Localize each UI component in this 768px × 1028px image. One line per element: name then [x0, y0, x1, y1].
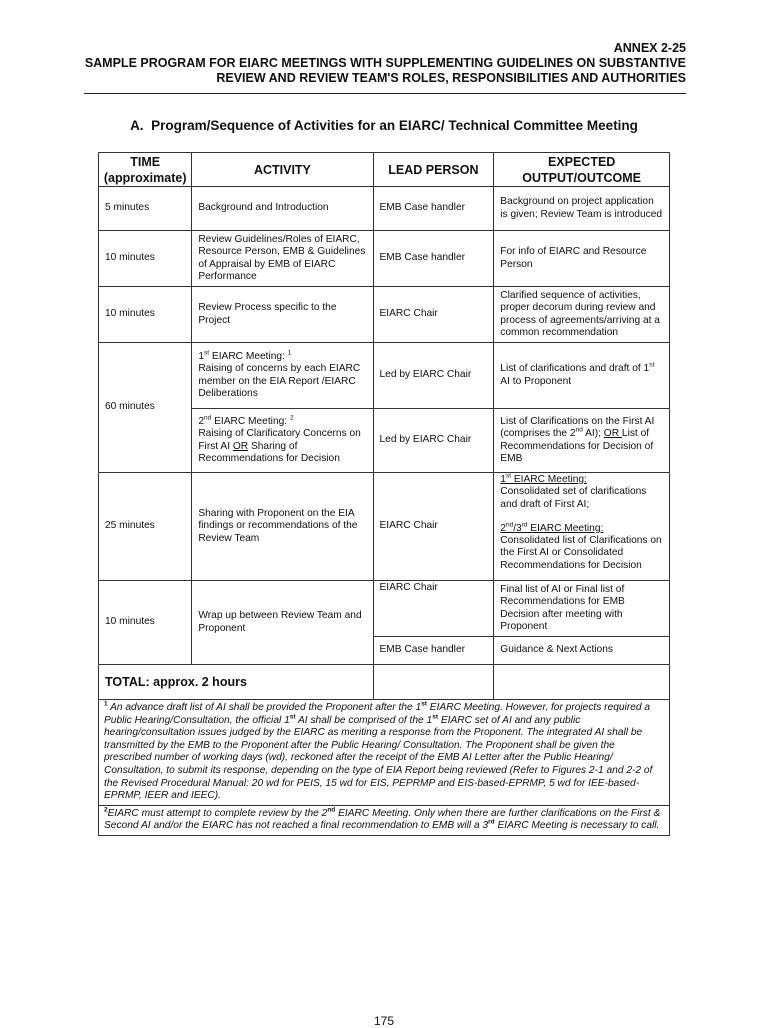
header-lead-person: LEAD PERSON	[373, 153, 494, 187]
time-cell: 10 minutes	[99, 287, 192, 343]
lead-cell: EMB Case handler	[373, 231, 494, 287]
lead-cell: EIARC Chair	[373, 581, 494, 637]
lead-cell: Led by EIARC Chair	[373, 343, 494, 409]
activity-cell: Sharing with Proponent on the EIA findings or recommendations of the Review Team	[192, 473, 373, 581]
empty-cell	[373, 665, 494, 700]
lead-cell: EIARC Chair	[373, 287, 494, 343]
activity-cell: Review Process specific to the Project	[192, 287, 373, 343]
empty-cell	[494, 665, 670, 700]
time-cell: 5 minutes	[99, 187, 192, 231]
output-cell: 1st EIARC Meeting: Consolidated set of clarifications and draft of First AI; 2nd/3rd EIARC Meeting: Consolidated list of Clarifications on the First AI or Consolidated Recommendations for Decision	[494, 473, 670, 581]
footnote-1: $^1$ An advance draft list of AI shall be provided the Proponent after the 1st EIARC Meeting. However, for projects required a Public Hearing/Consultation, the official 1st AI shall be comprised of the 1st EIARC set of AI and any public hearing/consultation issues judged by the EIARC as meriting a response from the Proponent. The integrated AI shall be transmitted by the EMB to the Proponent after the Public Hearing/ Consultation. The Proponent shall be given the prescribed number of working days (wd), reckoned after the receipt of the EMB AI Letter after the Public Hearing/ Consultation, to submit its response, depending on the type of EIA Report being reviewed (Refer to Figures 2-1 and 2-2 of the Revised Procedural Manual: 20 wd for PEIS, 15 wd for EIS, PEPRMP and EIS-based-EPRMP, 5 wd for IEE-based-EPRMP, IEER and IEEC).	[99, 700, 670, 806]
annex-title-line2: REVIEW AND REVIEW TEAM'S ROLES, RESPONSIBILITIES AND AUTHORITIES	[216, 71, 686, 85]
page-header	[60, 41, 686, 86]
footnote-row	[99, 700, 670, 806]
table-row	[99, 287, 670, 343]
header-time: TIME (approximate)	[99, 153, 192, 187]
time-cell: 10 minutes	[99, 581, 192, 665]
activity-cell: Wrap up between Review Team and Proponent	[192, 581, 373, 665]
output-cell: For info of EIARC and Resource Person	[494, 231, 670, 287]
activity-cell: 2nd EIARC Meeting: $^2$ Raising of Clarificatory Concerns on First AI OR Sharing of Recommendations for Decision	[192, 409, 373, 473]
annex-label: ANNEX 2-25	[613, 41, 686, 55]
activity-cell: Background and Introduction	[192, 187, 373, 231]
program-table	[98, 152, 670, 836]
output-cell: List of Clarifications on the First AI (comprises the 2nd AI); OR List of Recommendations for Decision of EMB	[494, 409, 670, 473]
activity-cell: Review Guidelines/Roles of EIARC, Resource Person, EMB & Guidelines of Appraisal by EMB of EIARC Performance	[192, 231, 373, 287]
output-cell: Background on project application is given; Review Team is introduced	[494, 187, 670, 231]
table-row	[99, 581, 670, 637]
section-title: Program/Sequence of Activities for an EIARC/ Technical Committee Meeting	[151, 118, 638, 133]
section-letter: A.	[130, 118, 144, 133]
lead-cell: EMB Case handler	[373, 187, 494, 231]
time-cell: 10 minutes	[99, 231, 192, 287]
table-row	[99, 231, 670, 287]
footnote-2: $^2$EIARC must attempt to complete review by the 2nd EIARC Meeting. Only when there are further clarifications on the First & Second AI and/or the EIARC has not reached a final recommendation to EMB will a 3rd EIARC Meeting is necessary to call.	[99, 805, 670, 835]
footnote-row	[99, 805, 670, 835]
time-cell: 60 minutes	[99, 343, 192, 473]
section-heading	[100, 118, 668, 134]
output-cell: Final list of AI or Final list of Recommendations for EMB Decision after meeting with Proponent	[494, 581, 670, 637]
table-row	[99, 473, 670, 581]
lead-cell: EIARC Chair	[373, 473, 494, 581]
page-number: 175	[373, 1014, 395, 1028]
activity-cell: 1st EIARC Meeting: $^1$ Raising of concerns by each EIARC member on the EIA Report /EIARC Deliberations	[192, 343, 373, 409]
header-expected-output: EXPECTED OUTPUT/OUTCOME	[494, 153, 670, 187]
table-row	[99, 343, 670, 409]
header-divider	[84, 93, 686, 94]
output-cell: List of clarifications and draft of 1st AI to Proponent	[494, 343, 670, 409]
table-row	[99, 187, 670, 231]
time-cell: 25 minutes	[99, 473, 192, 581]
output-cell: Clarified sequence of activities, proper decorum during review and process of agreements/arriving at a common recommendation	[494, 287, 670, 343]
total-cell: TOTAL: approx. 2 hours	[99, 665, 374, 700]
output-cell: Guidance & Next Actions	[494, 637, 670, 665]
annex-title-line1: SAMPLE PROGRAM FOR EIARC MEETINGS WITH SUPPLEMENTING GUIDELINES ON SUBSTANTIVE	[84, 56, 686, 70]
table-header-row	[99, 153, 670, 187]
lead-cell: Led by EIARC Chair	[373, 409, 494, 473]
header-activity: ACTIVITY	[192, 153, 373, 187]
lead-cell: EMB Case handler	[373, 637, 494, 665]
total-row	[99, 665, 670, 700]
